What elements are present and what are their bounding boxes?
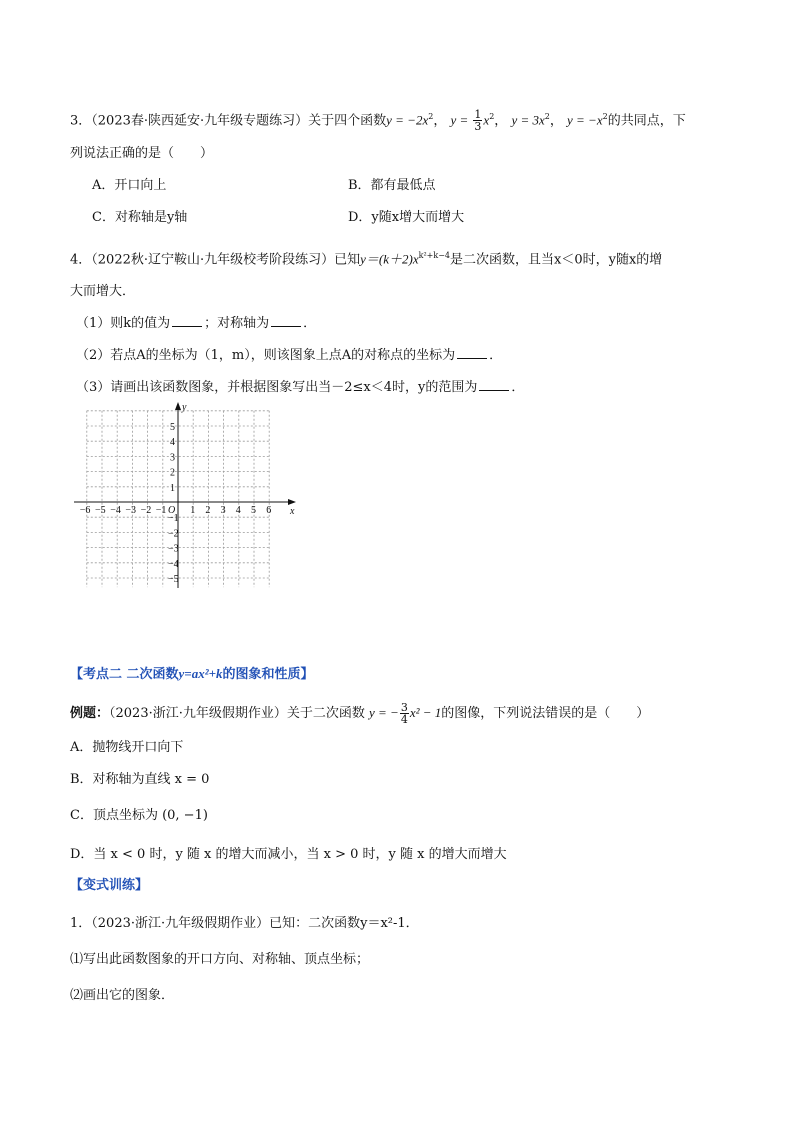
q3-stem-line1 [70, 107, 686, 132]
q4-part-2-b: ． [489, 348, 503, 363]
q3-frac-num: 1 [474, 108, 482, 122]
q3-func-1-exp: 2 [428, 112, 434, 121]
q3-stem-start: 3．（2023春·陕西延安·九年级专题练习）关于四个函数 [70, 113, 387, 129]
section-heading-func: y=ax²+k [178, 666, 223, 681]
x-axis-arrow [288, 499, 296, 505]
example-option-b: B．对称轴为直线 x = 0 [70, 772, 210, 787]
example-frac-den: 4 [400, 713, 408, 726]
q4-part-2 [76, 346, 502, 366]
x-tick-label: 2 [205, 505, 211, 516]
answer-blank[interactable] [457, 346, 487, 359]
example-frac-num: 3 [400, 701, 408, 714]
x-tick-label: −3 [125, 505, 137, 516]
example-label: 例题： [70, 706, 110, 721]
variant-q1-part-2: ⑵画出它的图象． [70, 988, 175, 1003]
coordinate-grid[interactable] [70, 398, 306, 594]
q4-part-3-b: ． [511, 380, 525, 395]
x-tick-label: 1 [190, 505, 196, 516]
q3-func-3-exp: 2 [544, 112, 550, 121]
example-option-c: C．顶点坐标为 (0, −1) [70, 808, 208, 823]
q4-part-1 [76, 314, 316, 334]
q4-part-2-a: （2）若点A的坐标为（1，m），则该图象上点A的对称点的坐标为 [76, 348, 456, 363]
q3-func-2-rhs: x [483, 112, 490, 128]
q4-part-1-b: ；对称轴为 [204, 316, 270, 331]
y-tick-label: 4 [170, 437, 175, 449]
x-tick-label: 4 [235, 505, 241, 516]
example-func-rhs: x² − 1 [409, 705, 442, 720]
variant-heading: 【变式训练】 [70, 878, 149, 893]
y-tick-label: −4 [168, 558, 179, 570]
q3-sep-2: ， [494, 113, 508, 129]
q3-sep-1: ， [433, 113, 447, 129]
q3-func-2-lhs: y = [450, 112, 469, 128]
q3-func-4-exp: 2 [602, 112, 608, 121]
origin-label: O [168, 505, 176, 516]
example-stem [70, 702, 649, 725]
q3-func-1: y = −2x [386, 112, 429, 128]
q4-stem-mid: 是二次函数，且当x＜0时，y随x的增 [450, 252, 663, 268]
q4-stem-line2: 大而增大． [70, 284, 136, 299]
q3-sep-3: ， [549, 113, 563, 129]
x-tick-label: 3 [220, 505, 226, 516]
answer-blank[interactable] [479, 378, 509, 391]
x-tick-label: −2 [140, 505, 152, 516]
answer-blank[interactable] [271, 314, 301, 327]
q3-func-3: y = 3x [511, 112, 545, 128]
section-heading-c: 的图象和性质】 [222, 667, 314, 682]
q4-stem-line1 [70, 246, 662, 270]
q4-part-1-c: ． [303, 316, 317, 331]
y-tick-label: 1 [170, 482, 175, 494]
example-stem-a: （2023·浙江·九年级假期作业）关于二次函数 [109, 706, 365, 721]
y-tick-label: 5 [170, 422, 175, 433]
y-tick-label: −3 [168, 543, 179, 555]
q4-stem-start: 4．（2022秋·辽宁鞍山·九年级校考阶段练习）已知 [70, 252, 361, 268]
q3-stem-end: 的共同点，下 [607, 113, 686, 129]
q3-option-d: D．y随x增大而增大 [348, 210, 465, 225]
q3-frac-den: 3 [474, 120, 482, 134]
x-tick-label: 6 [266, 505, 272, 516]
q3-stem-line2: 列说法正确的是（ ） [70, 146, 214, 161]
x-tick-label: −1 [155, 505, 167, 516]
example-option-a: A．抛物线开口向下 [70, 740, 184, 755]
x-tick-label: −5 [95, 505, 106, 516]
q3-option-b: B．都有最低点 [348, 178, 436, 193]
y-tick-label: 3 [170, 452, 175, 464]
x-tick-label: 5 [251, 505, 256, 516]
y-axis-arrow [175, 402, 181, 410]
x-tick-label: −6 [79, 505, 91, 516]
example-stem-b: 的图像，下列说法错误的是（ ） [441, 706, 650, 721]
q3-func-2-fraction [473, 109, 482, 132]
example-fraction [400, 702, 409, 725]
q4-part-1-a: （1）则k的值为 [76, 316, 171, 331]
q3-option-a: A．开口向上 [92, 178, 167, 193]
y-tick-label: −1 [168, 513, 179, 525]
x-axis-label: x [290, 506, 295, 517]
example-option-d: D．当 x < 0 时，y 随 x 的增大而减小，当 x > 0 时，y 随 x 的增大而增大 [70, 847, 507, 862]
section-heading [70, 664, 314, 685]
section-heading-a: 【考点二 二次函数 [70, 667, 179, 682]
y-axis-label: y [182, 402, 187, 413]
q4-function-exp: k²+k−4 [418, 251, 450, 260]
variant-q1-part-1: ⑴写出此函数图象的开口方向、对称轴、顶点坐标； [70, 952, 370, 967]
q4-part-3-a: （3）请画出该函数图象，并根据图象写出当－2≤x＜4时，y的范围为 [76, 380, 478, 395]
x-tick-label: −4 [110, 505, 121, 516]
q3-option-c: C．对称轴是y轴 [92, 210, 188, 225]
example-func-lhs: y = − [369, 705, 399, 720]
q4-part-3 [76, 378, 524, 398]
variant-q1-stem: 1．（2023·浙江·九年级假期作业）已知：二次函数y＝x²-1． [70, 916, 419, 931]
q3-func-2-exp: 2 [489, 112, 495, 121]
q3-func-4: y = −x [567, 112, 603, 128]
answer-blank[interactable] [172, 314, 202, 327]
y-tick-label: 2 [170, 467, 175, 479]
y-tick-label: −5 [168, 574, 179, 585]
q4-function: y＝(k＋2)x [360, 251, 419, 267]
y-tick-label: −2 [168, 528, 179, 540]
